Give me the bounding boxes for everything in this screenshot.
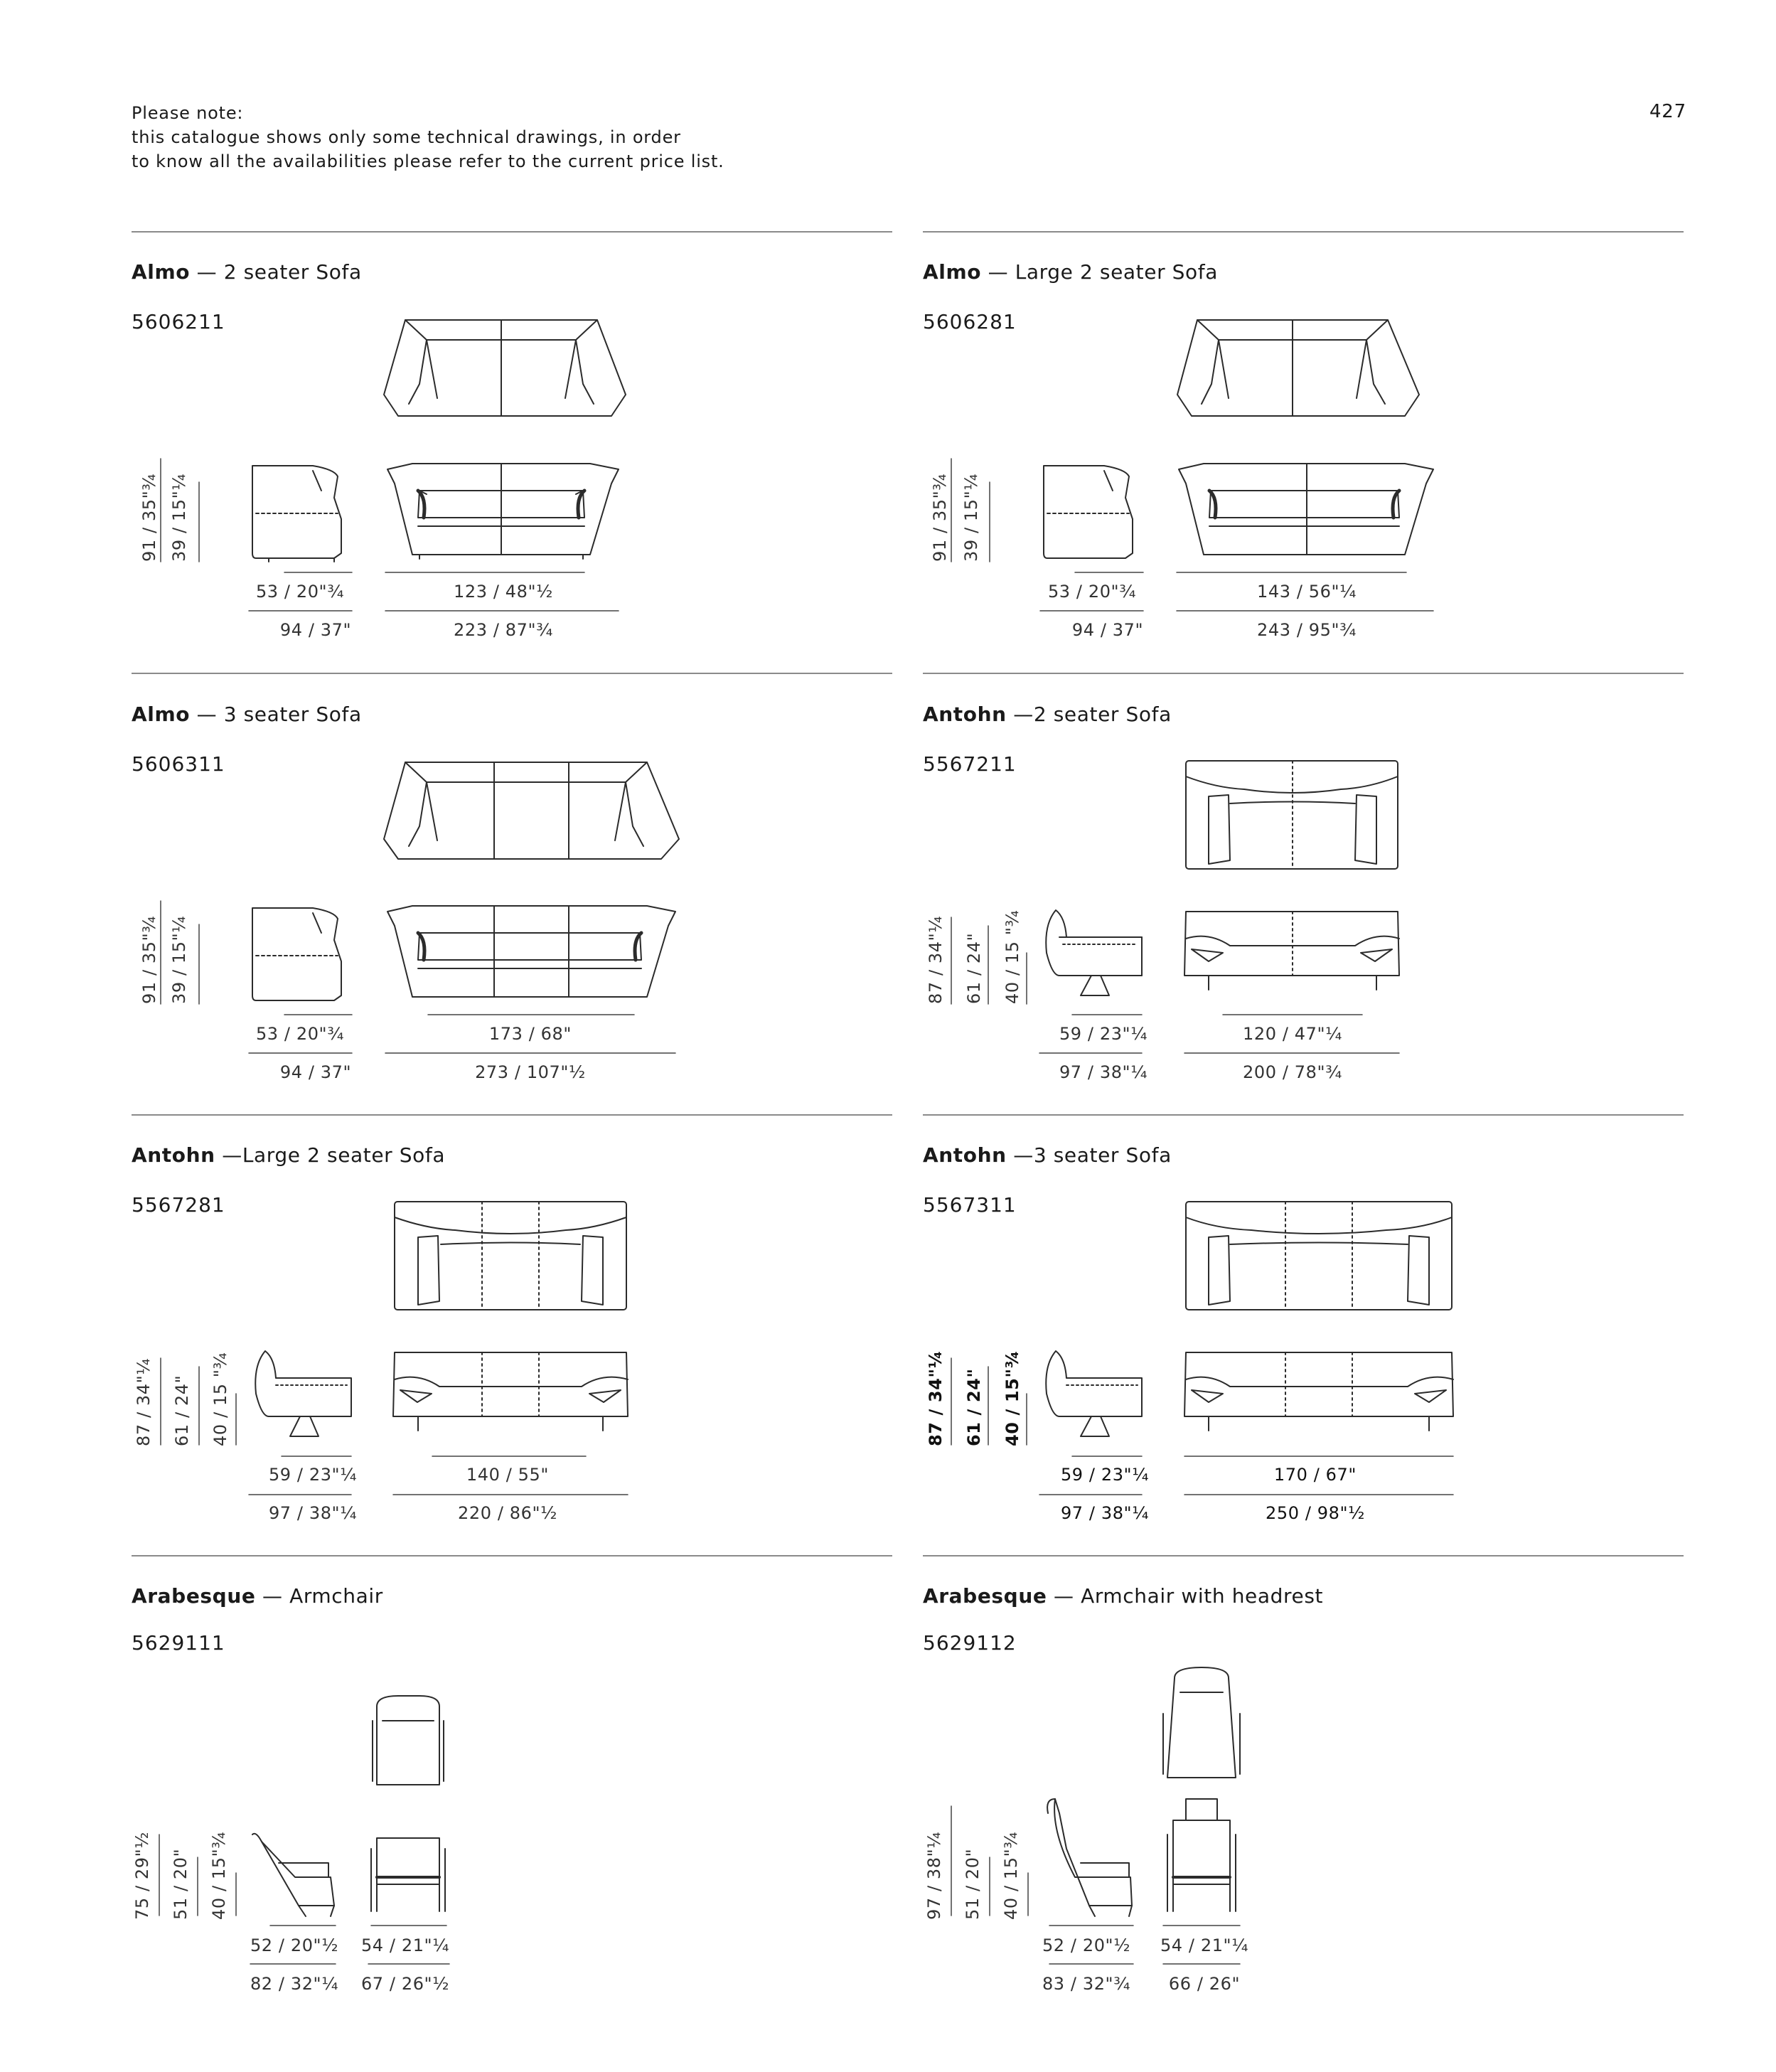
product-description: 2 seater Sofa bbox=[1033, 703, 1172, 726]
overall-width-dimension: 250 / 98"½ bbox=[1266, 1503, 1365, 1523]
product-description: Large 2 seater Sofa bbox=[242, 1143, 446, 1167]
title-separator: — bbox=[1047, 1584, 1081, 1608]
height-dimension: 61 / 24" bbox=[964, 1368, 984, 1446]
sofa-top-view bbox=[1186, 761, 1398, 869]
overall-width-dimension: 66 / 26" bbox=[1168, 1974, 1241, 1994]
overall-width-dimension: 67 / 26"½ bbox=[360, 1974, 450, 1994]
overall-width-dimension: 223 / 87"¾ bbox=[454, 620, 553, 640]
width-dimension: 173 / 68" bbox=[488, 1024, 572, 1044]
title-separator: — bbox=[1006, 703, 1034, 726]
title-separator: — bbox=[190, 260, 224, 284]
title-separator: — bbox=[255, 1584, 290, 1608]
product-code: 5629112 bbox=[923, 1631, 1017, 1655]
title-separator: — bbox=[190, 703, 224, 726]
product-name: Arabesque bbox=[132, 1584, 256, 1608]
height-dimension: 91 / 35"¾ bbox=[139, 915, 159, 1004]
antohn-large-2-seater-drawings bbox=[161, 1202, 628, 1495]
page-number: 427 bbox=[1649, 101, 1686, 122]
note-line-1: Please note: bbox=[132, 103, 244, 123]
product-code: 5606281 bbox=[923, 310, 1017, 333]
height-dimension: 40 / 15"¾ bbox=[1001, 1831, 1021, 1920]
overall-depth-dimension: 94 / 37" bbox=[279, 1062, 352, 1082]
sofa-front-view bbox=[1184, 912, 1399, 990]
product-name: Antohn bbox=[923, 703, 1007, 726]
product-name: Almo bbox=[132, 260, 191, 284]
overall-depth-dimension: 82 / 32"¼ bbox=[250, 1974, 339, 1994]
dimension-lines bbox=[951, 917, 1399, 1053]
width-dimension: 143 / 56"¼ bbox=[1257, 582, 1357, 602]
sofa-top-view bbox=[1186, 1202, 1452, 1310]
height-dimension: 39 / 15"¼ bbox=[961, 473, 981, 562]
antohn-3-seater-drawings bbox=[951, 1202, 1453, 1495]
arabesque-headrest-drawings bbox=[951, 1667, 1240, 1964]
product-description: 3 seater Sofa bbox=[1033, 1143, 1172, 1167]
sofa-front-view bbox=[1184, 1352, 1453, 1431]
dimension-lines bbox=[951, 1358, 1453, 1495]
height-dimension: 51 / 20" bbox=[963, 1848, 983, 1920]
height-dimension: 61 / 24" bbox=[964, 932, 984, 1004]
depth-dimension: 59 / 23"¼ bbox=[268, 1465, 358, 1485]
product-description: Armchair bbox=[289, 1584, 383, 1608]
width-dimension: 170 / 67" bbox=[1273, 1465, 1357, 1485]
product-description: 2 seater Sofa bbox=[223, 260, 362, 284]
overall-depth-dimension: 83 / 32"¾ bbox=[1042, 1974, 1131, 1994]
almo-3-seater-drawings bbox=[161, 762, 679, 1053]
armchair-side-view bbox=[252, 908, 341, 1000]
overall-width-dimension: 273 / 107"½ bbox=[475, 1062, 586, 1082]
product-name: Almo bbox=[923, 260, 982, 284]
height-dimension: 87 / 34"¼ bbox=[134, 1357, 154, 1446]
sofa-top-view bbox=[384, 320, 626, 416]
armchair-side-view bbox=[1044, 466, 1133, 558]
height-dimension: 39 / 15"¼ bbox=[169, 473, 189, 562]
depth-dimension: 52 / 20"½ bbox=[1042, 1935, 1131, 1955]
overall-width-dimension: 243 / 95"¾ bbox=[1257, 620, 1357, 640]
height-dimension: 87 / 34"¼ bbox=[926, 1350, 946, 1446]
sofa-front-view bbox=[393, 1352, 628, 1431]
armchair-side-view bbox=[252, 1834, 334, 1916]
height-dimension: 39 / 15"¼ bbox=[169, 915, 189, 1004]
height-dimension: 87 / 34"¼ bbox=[926, 915, 946, 1004]
almo-large-2-seater-drawings bbox=[951, 320, 1433, 611]
armchair-side-view bbox=[1046, 1351, 1142, 1436]
height-dimension: 40 / 15 "¾ bbox=[210, 1352, 230, 1446]
product-code: 5606211 bbox=[132, 310, 225, 333]
armchair-top-view bbox=[373, 1696, 444, 1785]
height-dimension: 40 / 15 "¾ bbox=[1002, 909, 1022, 1004]
height-dimension: 91 / 35"¾ bbox=[930, 473, 950, 562]
product-code: 5567311 bbox=[923, 1193, 1017, 1217]
armchair-side-view bbox=[1046, 910, 1142, 995]
overall-depth-dimension: 94 / 37" bbox=[279, 620, 352, 640]
overall-depth-dimension: 94 / 37" bbox=[1071, 620, 1144, 640]
width-dimension: 54 / 21"¼ bbox=[360, 1935, 450, 1955]
height-dimension: 97 / 38"¼ bbox=[924, 1831, 944, 1920]
armchair-side-view bbox=[1047, 1799, 1132, 1916]
product-name: Almo bbox=[132, 703, 191, 726]
sofa-top-view bbox=[395, 1202, 626, 1310]
depth-dimension: 53 / 20"¾ bbox=[1047, 582, 1137, 602]
height-dimension: 40 / 15"¾ bbox=[1002, 1350, 1022, 1446]
armchair-side-view bbox=[252, 466, 341, 562]
armchair-front-view bbox=[1167, 1799, 1236, 1911]
depth-dimension: 59 / 23"¼ bbox=[1059, 1024, 1148, 1044]
height-dimension: 51 / 20" bbox=[171, 1848, 191, 1920]
product-code: 5567281 bbox=[132, 1193, 225, 1217]
armchair-front-view bbox=[371, 1838, 445, 1911]
title-separator: — bbox=[981, 260, 1015, 284]
product-name: Antohn bbox=[132, 1143, 215, 1167]
sofa-front-view bbox=[387, 464, 619, 559]
dimension-lines bbox=[161, 901, 675, 1053]
title-separator: — bbox=[1006, 1143, 1034, 1167]
depth-dimension: 53 / 20"¾ bbox=[255, 1024, 345, 1044]
product-description: Armchair with headrest bbox=[1081, 1584, 1324, 1608]
product-code: 5629111 bbox=[132, 1631, 225, 1655]
note-line-3: to know all the availabilities please refer to the current price list. bbox=[132, 151, 724, 171]
depth-dimension: 52 / 20"½ bbox=[250, 1935, 339, 1955]
sofa-top-view bbox=[1177, 320, 1419, 416]
depth-dimension: 53 / 20"¾ bbox=[255, 582, 345, 602]
antohn-2-seater-drawings bbox=[951, 761, 1399, 1053]
overall-depth-dimension: 97 / 38"¼ bbox=[268, 1503, 358, 1523]
height-dimension: 40 / 15"¾ bbox=[209, 1831, 229, 1920]
dimension-lines bbox=[159, 1835, 449, 1964]
width-dimension: 54 / 21"¼ bbox=[1160, 1935, 1249, 1955]
product-name: Antohn bbox=[923, 1143, 1007, 1167]
product-description: Large 2 seater Sofa bbox=[1015, 260, 1219, 284]
width-dimension: 120 / 47"¼ bbox=[1243, 1024, 1342, 1044]
height-dimension: 75 / 29"½ bbox=[132, 1831, 152, 1920]
product-code: 5606311 bbox=[132, 752, 225, 776]
product-description: 3 seater Sofa bbox=[223, 703, 362, 726]
armchair-side-view bbox=[255, 1351, 351, 1436]
width-dimension: 140 / 55" bbox=[466, 1465, 550, 1485]
overall-depth-dimension: 97 / 38"¼ bbox=[1060, 1503, 1150, 1523]
sofa-front-view bbox=[1179, 464, 1433, 555]
overall-width-dimension: 200 / 78"¾ bbox=[1243, 1062, 1342, 1082]
note-line-2: this catalogue shows only some technical drawings, in order bbox=[132, 127, 681, 147]
width-dimension: 123 / 48"½ bbox=[454, 582, 553, 602]
armchair-top-view bbox=[1163, 1667, 1240, 1778]
overall-depth-dimension: 97 / 38"¼ bbox=[1059, 1062, 1148, 1082]
sofa-top-view bbox=[384, 762, 679, 859]
product-code: 5567211 bbox=[923, 752, 1017, 776]
dimension-lines bbox=[951, 459, 1433, 611]
product-name: Arabesque bbox=[923, 1584, 1047, 1608]
dimension-lines bbox=[161, 459, 619, 611]
height-dimension: 91 / 35"¾ bbox=[139, 473, 159, 562]
depth-dimension: 59 / 23"¼ bbox=[1060, 1465, 1150, 1485]
title-separator: — bbox=[215, 1143, 242, 1167]
arabesque-armchair-drawings bbox=[159, 1696, 449, 1964]
sofa-front-view bbox=[387, 906, 675, 997]
almo-2-seater-drawings bbox=[161, 320, 626, 611]
overall-width-dimension: 220 / 86"½ bbox=[458, 1503, 557, 1523]
height-dimension: 61 / 24" bbox=[172, 1374, 192, 1446]
